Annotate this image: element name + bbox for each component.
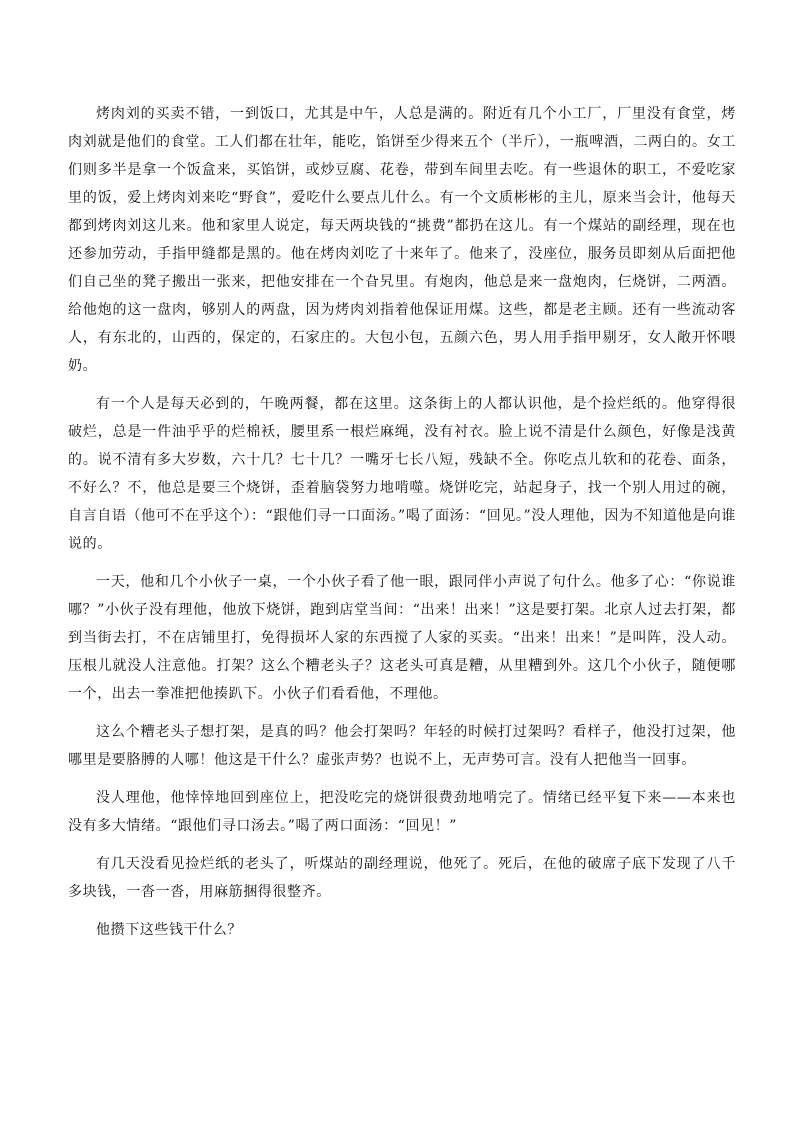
paragraph-5: 没人理他，他悻悻地回到座位上，把没吃完的烧饼很费劲地啃完了。情绪已经平复下来——本来也没有多大情绪。“跟他们寻口汤去。”喝了两口面汤：“回见！” <box>68 790 736 834</box>
paragraph-1: 烤肉刘的买卖不错，一到饭口，尤其是中午，人总是满的。附近有几个小工厂，厂里没有食堂，烤肉刘就是他们的食堂。工人们都在壮年，能吃，馅饼至少得来五个（半斤），一瓶啤酒，二两白的。女工们则多半是拿一个饭盒来，买馅饼，或炒豆腐、花卷，带到车间里去吃。有一些退休的职工，不爱吃家里的饭，爱上烤肉刘来吃“野食”，爱吃什么要点儿什么。有一个文质彬彬的主儿，原来当会计，他每天都到烤肉刘这儿来。他和家里人说定，每天两块钱的“挑费”都扔在这儿。有一个煤站的副经理，现在也还参加劳动，手指甲缝都是黑的。他在烤肉刘吃了十来年了。他来了，没座位，服务员即刻从后面把他们自己坐的凳子搬出一张来，把他安排在一个旮旯里。有炮肉，他总是来一盘炮肉，仨烧饼，二两酒。给他炮的这一盘肉，够别人的两盘，因为烤肉刘指着他保证用煤。这些，都是老主顾。还有一些流动客人，有东北的，山西的，保定的，石家庄的。大包小包，五颜六色，男人用手指甲剔牙，女人敞开怀喂奶。 <box>68 106 736 374</box>
paragraph-2: 有一个人是每天必到的，午晚两餐，都在这里。这条街上的人都认识他，是个捡烂纸的。他穿得很破烂，总是一件油乎乎的烂棉袄，腰里系一根烂麻绳，没有衬衣。脸上说不清是什么颜色，好像是浅黄的。说不清有多大岁数，六十几？七十几？一嘴牙七长八短，残缺不全。你吃点儿软和的花卷、面条，不好么？不，他总是要三个烧饼，歪着脑袋努力地啃噬。烧饼吃完，站起身子，找一个别人用过的碗，自言自语（他可不在乎这个）：“跟他们寻一口面汤。”喝了面汤：“回见。”没人理他，因为不知道他是向谁说的。 <box>68 396 736 552</box>
paragraph-4: 这么个糟老头子想打架，是真的吗？他会打架吗？年轻的时候打过架吗？看样子，他没打过架，他哪里是要胳膊的人哪！他这是干什么？虚张声势？也说不上，无声势可言。没有人把他当一回事。 <box>68 724 736 768</box>
document-body <box>68 100 736 954</box>
paragraph-7: 他攒下这些钱干什么？ <box>96 922 242 938</box>
paragraph-3: 一天，他和几个小伙子一桌，一个小伙子看了他一眼，跟同伴小声说了句什么。他多了心：“你说谁哪？”小伙子没有理他，他放下烧饼，跑到店堂当间：“出来！出来！”这是要打架。北京人过去打架，都到当街去打，不在店铺里打，免得损坏人家的东西搅了人家的买卖。“出来！出来！”是叫阵，没人动。压根儿就没人注意他。打架？这么个糟老头子？这老头可真是糟，从里糟到外。这几个小伙子，随便哪一个，出去一拳准把他揍趴下。小伙子们看看他，不理他。 <box>68 574 736 702</box>
paragraph-6: 有几天没看见捡烂纸的老头了，听煤站的副经理说，他死了。死后，在他的破席子底下发现了八千多块钱，一沓一沓，用麻筋捆得很整齐。 <box>68 856 736 900</box>
